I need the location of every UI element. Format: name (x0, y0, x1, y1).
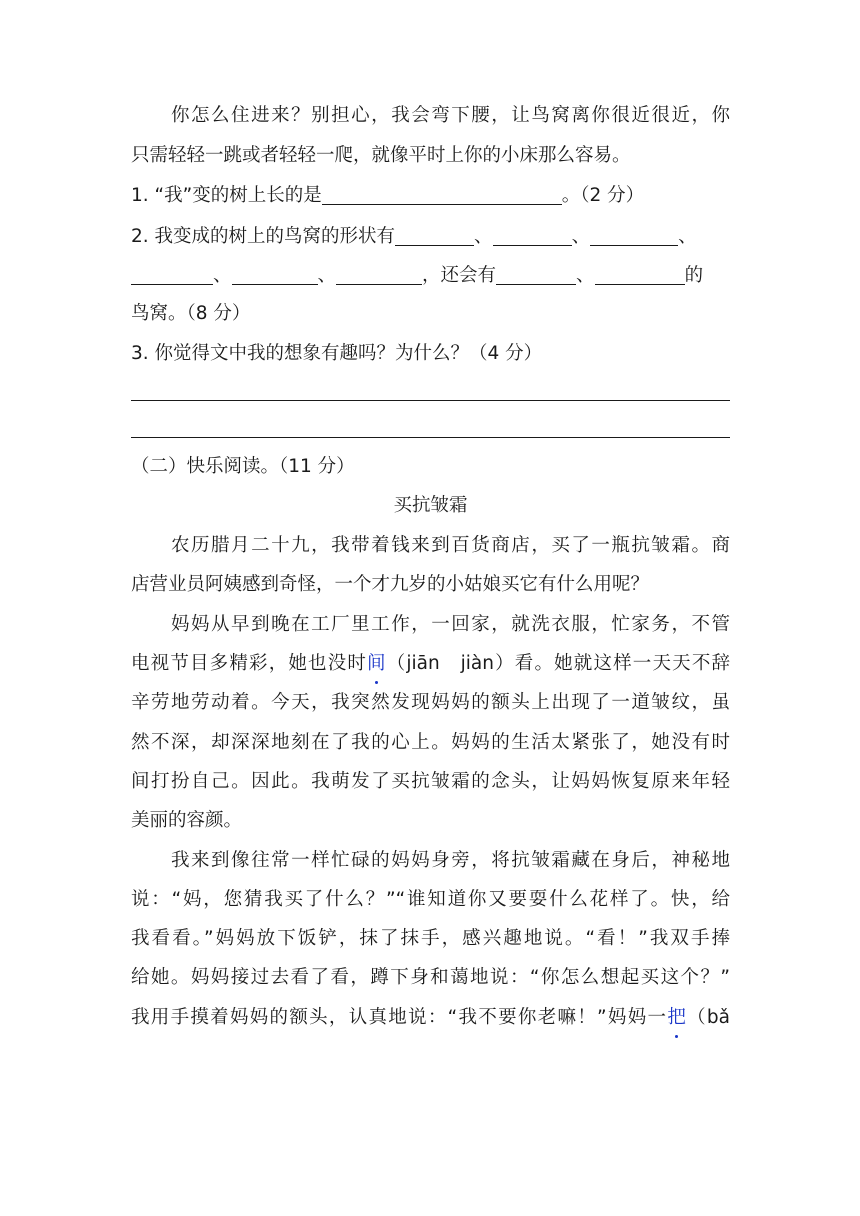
separator: 、 (571, 226, 591, 247)
question-2-line-2 (131, 261, 730, 291)
answer-blank-q2-7[interactable] (496, 264, 576, 285)
question-2-line-1 (131, 222, 730, 252)
separator: 、 (678, 226, 697, 247)
separator: 、 (474, 226, 493, 247)
question-2-line-3: 鸟窝。（8 分） (131, 303, 251, 324)
separator: 、 (213, 265, 232, 286)
answer-blank-q2-2[interactable] (493, 225, 572, 246)
pinyin-options-jian[interactable]: （jiān jiàn） (385, 653, 515, 674)
p2-line-3: 辛劳地劳动着。今天，我突然发现妈妈的额头上出现了一道皱纹，虽 (131, 692, 730, 713)
p3-line-1: 我来到像往常一样忙碌的妈妈身旁，将抗皱霜藏在身后，神秘地 (171, 850, 730, 871)
p3-line-3: 我看看。”妈妈放下饭铲，抹了抹手，感兴趣地说。“看！”我双手捧 (131, 928, 730, 949)
polyphone-char-ba: 把 (667, 1003, 686, 1033)
answer-blank-q1[interactable] (322, 184, 562, 205)
article-title: 买抗皱霜 (393, 495, 468, 516)
pinyin-options-ba[interactable]: （bǎ (685, 1007, 730, 1028)
p2-line-5: 间打扮自己。因此。我萌发了买抗皱霜的念头，让妈妈恢复原来年轻 (131, 771, 730, 792)
question-1-score: 。（2 分） (561, 185, 645, 206)
intro-line-2: 只需轻轻一跳或者轻轻一爬，就像平时上你的小床那么容易。 (131, 145, 631, 166)
p2-line-4: 然不深，却深深地刻在了我的心上。妈妈的生活太紧张了，她没有时 (131, 732, 730, 753)
question-1 (131, 181, 730, 211)
p2-line-2-text-b: 看。她就这样一天天不辞 (514, 653, 730, 674)
p2-line-6: 美丽的容颜。 (131, 810, 243, 831)
polyphone-char-jian: 间 (367, 649, 386, 679)
answer-blank-q2-1[interactable] (395, 225, 474, 246)
p3-line-4: 给她。妈妈接过去看了看，蹲下身和蔼地说：“你怎么想起买这个？” (131, 967, 730, 988)
question-2-mid-text: ，还会有 (422, 265, 497, 286)
answer-line-q3-1[interactable] (131, 400, 730, 401)
question-2-de: 的 (684, 265, 704, 286)
separator: 、 (317, 265, 337, 286)
question-2-text: 2. 我变成的树上的鸟窝的形状有 (131, 226, 396, 247)
p2-line-2 (131, 649, 730, 679)
p1-line-2: 店营业员阿姨感到奇怪，一个才九岁的小姑娘买它有什么用呢？ (131, 574, 650, 595)
p2-line-1: 妈妈从早到晚在工厂里工作，一回家，就洗衣服，忙家务，不管 (171, 614, 730, 635)
p1-line-1: 农历腊月二十九，我带着钱来到百货商店，买了一瓶抗皱霜。商 (171, 535, 730, 556)
intro-line-1: 你怎么住进来？别担心，我会弯下腰，让鸟窝离你很近很近，你 (171, 105, 730, 126)
p3-line-2: 说：“妈，您猜我买了什么？”“谁知道你又要耍什么花样了。快，给 (131, 889, 730, 910)
p3-line-5 (131, 1003, 730, 1033)
question-3: 3. 你觉得文中我的想象有趣吗？为什么？（4 分） (131, 343, 543, 364)
answer-line-q3-2[interactable] (131, 437, 730, 438)
answer-blank-q2-4[interactable] (131, 264, 213, 285)
answer-blank-q2-5[interactable] (232, 264, 318, 285)
p2-line-2-text-a: 电视节目多精彩，她也没时 (131, 653, 368, 674)
p3-line-5-text: 我用手摸着妈妈的额头，认真地说：“我不要你老嘛！”妈妈一 (131, 1007, 668, 1028)
question-1-text: 1. “我”变的树上长的是 (131, 185, 322, 206)
answer-blank-q2-8[interactable] (595, 264, 685, 285)
section-heading: （二）快乐阅读。（11 分） (131, 456, 355, 477)
answer-blank-q2-6[interactable] (336, 264, 422, 285)
answer-blank-q2-3[interactable] (590, 225, 678, 246)
separator: 、 (576, 265, 595, 286)
